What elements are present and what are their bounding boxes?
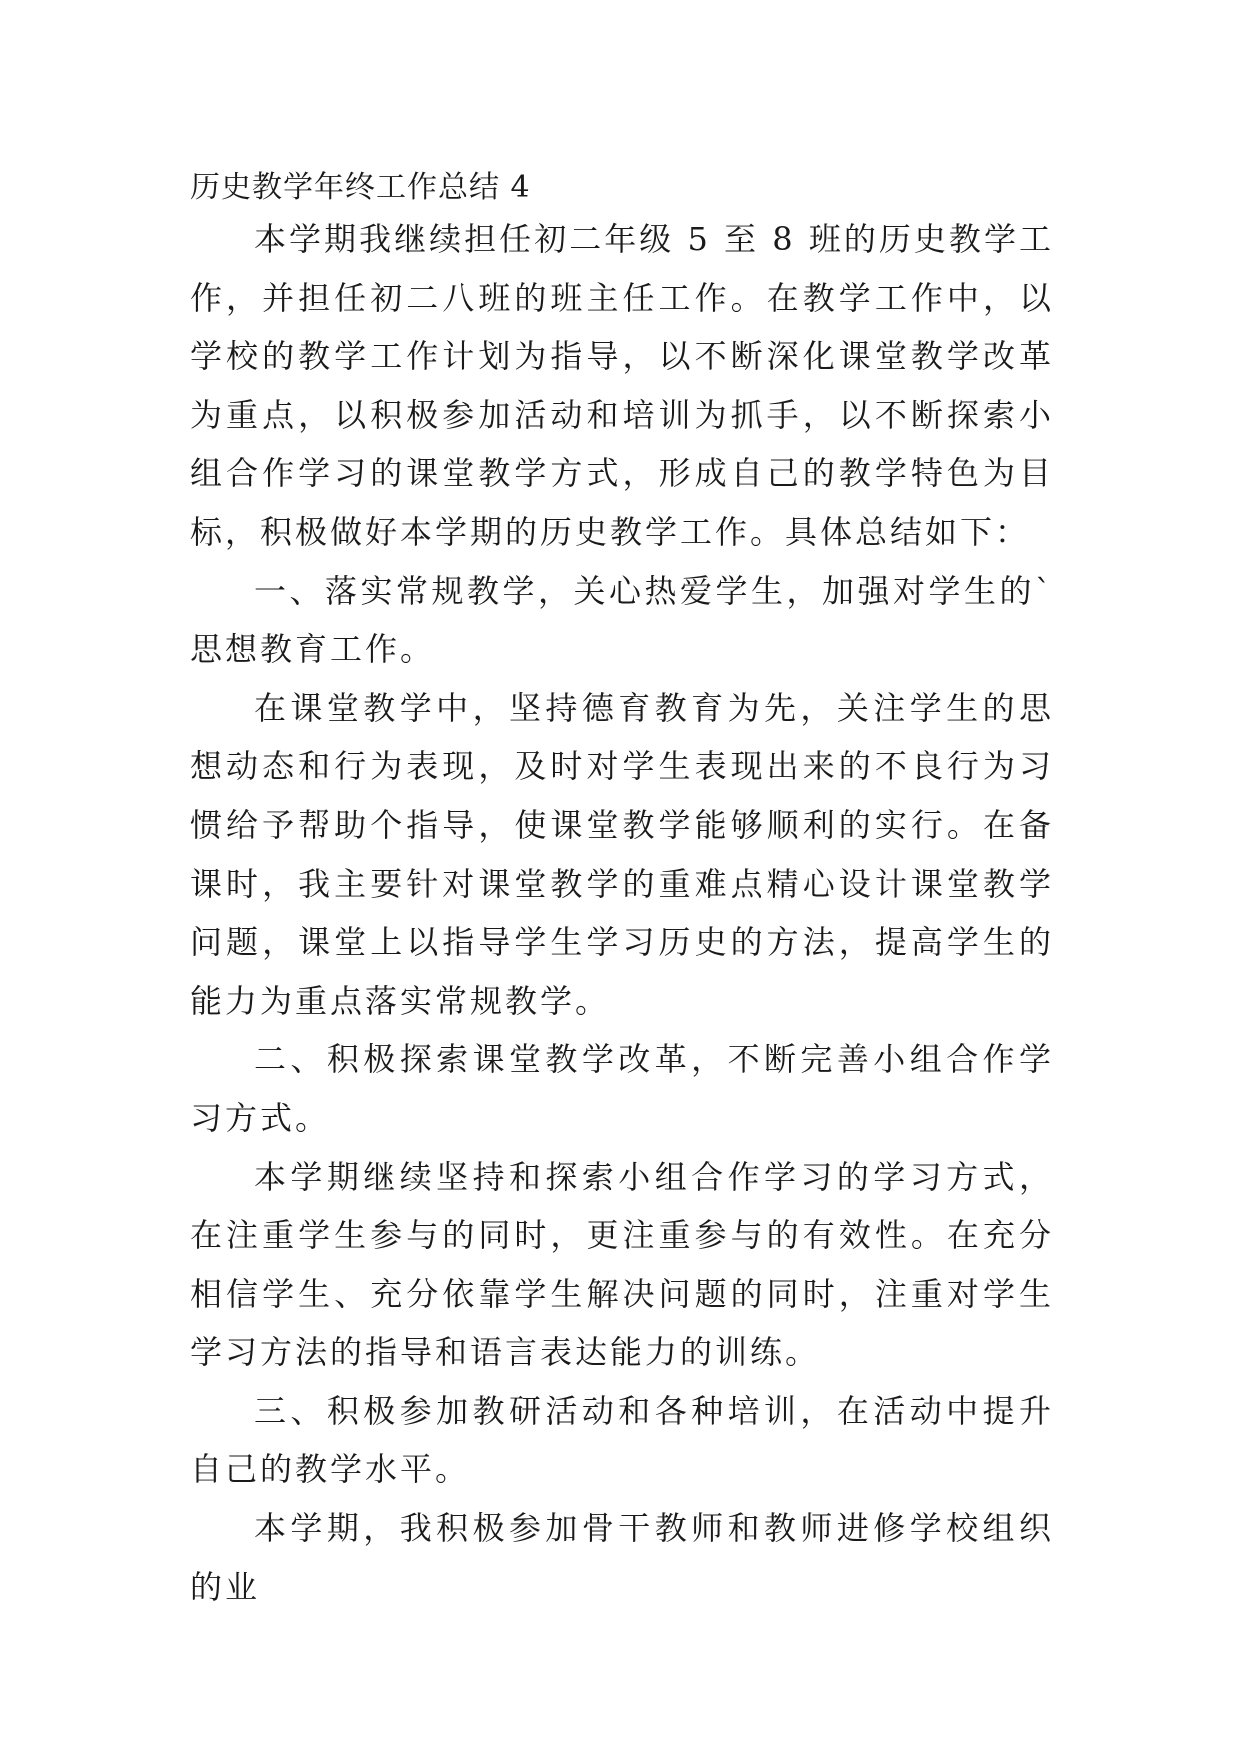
paragraph-section-2: 本学期继续坚持和探索小组合作学习的学习方式，在注重学生参与的同时，更注重参与的有效性。在充分相信学生、充分依靠学生解决问题的同时，注重对学生学习方法的指导和语言表达能力的训练。 xyxy=(190,1157,1054,1372)
paragraph-section-1: 在课堂教学中，坚持德育教育为先，关注学生的思想动态和行为表现，及时对学生表现出来的不良行为习惯给予帮助个指导，使课堂教学能够顺利的实行。在备课时，我主要针对课堂教学的重难点精心设计课堂教学问题，课堂上以指导学生学习历史的方法，提高学生的能力为重点落实常规教学。 xyxy=(190,688,1054,1020)
section-heading-3: 三、积极参加教研活动和各种培训，在活动中提升自己的教学水平。 xyxy=(190,1391,1054,1489)
document-title: 历史教学年终工作总结 4 xyxy=(190,170,531,205)
paragraph-intro: 本学期我继续担任初二年级 5 至 8 班的历史教学工作，并担任初二八班的班主任工作。在教学工作中，以学校的教学工作计划为指导，以不断深化课堂教学改革为重点，以积极参加活动和培训为抓手，以不断探索小组合作学习的课堂教学方式，形成自己的教学特色为目标，积极做好本学期的历史教学工作。具体总结如下： xyxy=(190,220,1054,551)
paragraph-section-3: 本学期，我积极参加骨干教师和教师进修学校组织的业 xyxy=(190,1509,1054,1606)
section-heading-1: 一、落实常规教学，关心热爱学生，加强对学生的`思想教育工作。 xyxy=(190,571,1054,669)
section-heading-2: 二、积极探索课堂教学改革，不断完善小组合作学习方式。 xyxy=(190,1040,1054,1137)
document-body xyxy=(190,210,1054,1616)
